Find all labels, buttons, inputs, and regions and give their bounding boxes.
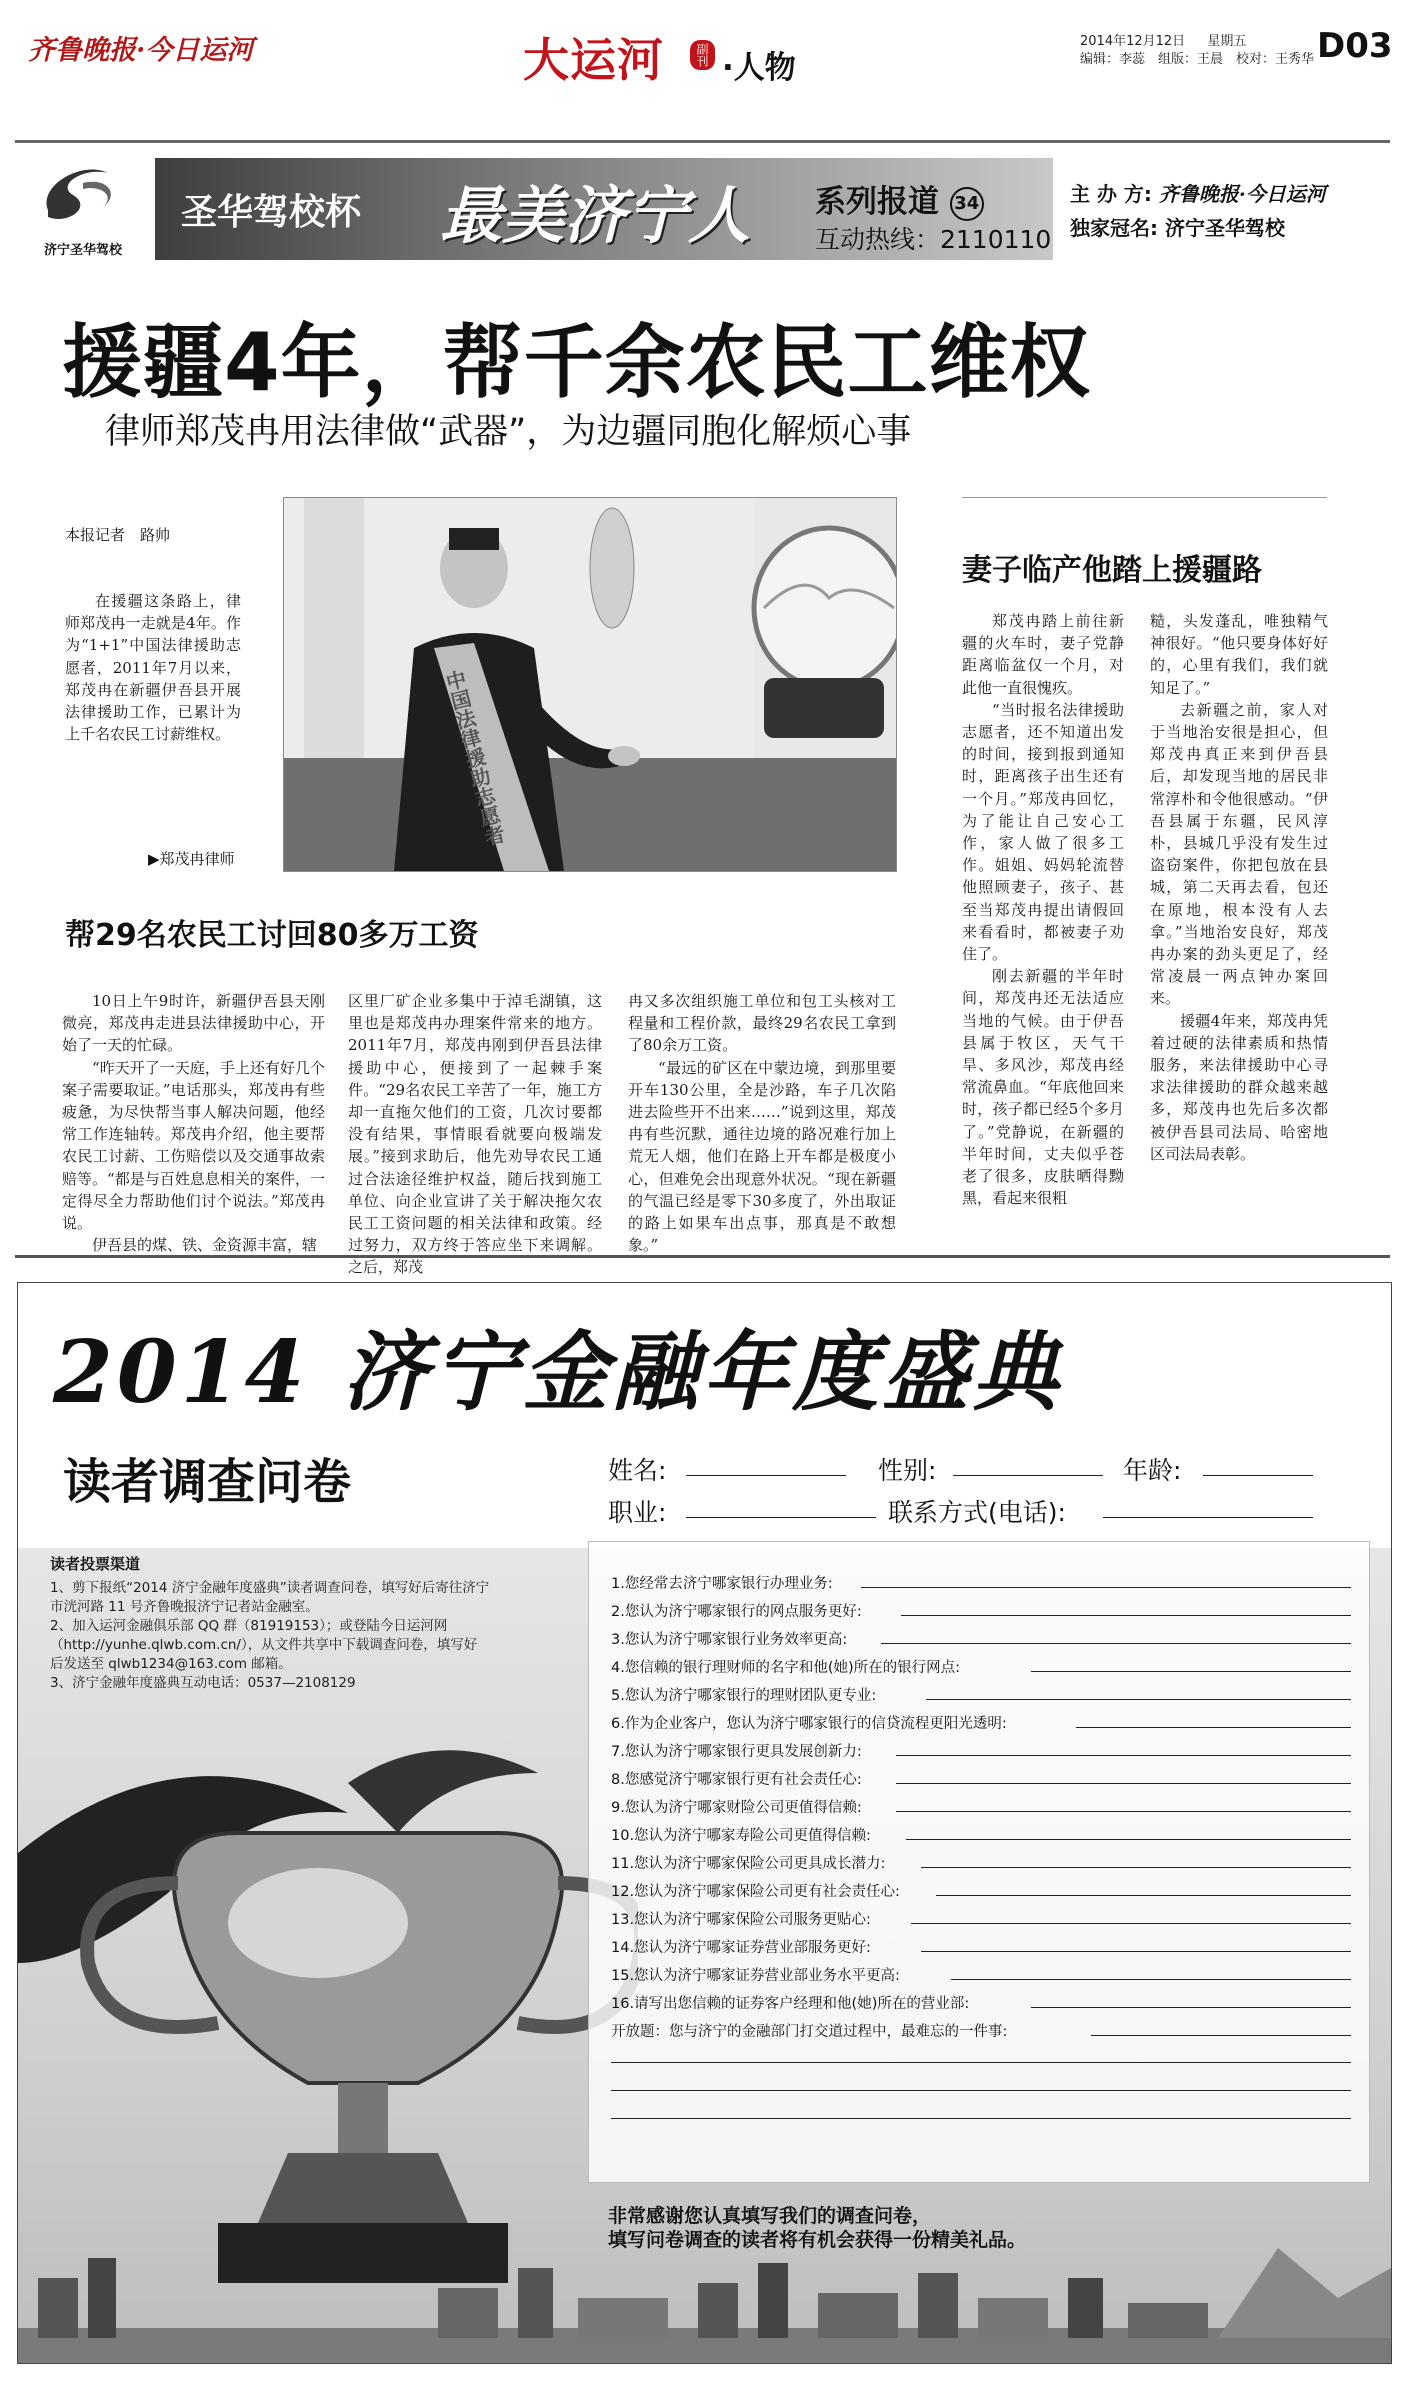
body1-p2: “昨天开了一天庭，手上还有好几个案子需要取证。”电话那头，郑茂冉有些疲惫，为尽快帮当事人解决问题，他经常工作连轴转。郑茂冉介绍，他主要帮农民工讨薪、工伤赔偿以及交通事故索赔等。“都是与百姓息息相关的案件，一定得尽全力帮助他们讨个说法。”郑茂冉说。 bbox=[62, 1058, 325, 1233]
body5-p2: 去新疆之前，家人对于当地治安很是担心，但郑茂冉真正来到伊吾县后，却发现当地的居民非常淳朴和令他很感动。“伊吾县属于东疆，民风淳朴，县城几乎没有发生过盗窃案件，你把包放在县城，第二天再去看，包还在原地，根本没有人去拿。”当地治安良好，郑茂冉办案的劲头更足了，经常凌晨一两点钟办案回来。 bbox=[1150, 700, 1328, 1008]
ad-title: 2014 济宁金融年度盛典 bbox=[53, 1322, 1063, 1423]
ad-subtitle: 读者调查问卷 bbox=[63, 1454, 352, 1510]
editors-line: 编辑：李蕊 组版：王晨 校对：王秀华 bbox=[1080, 52, 1315, 67]
question-10: 10.您认为济宁哪家寿险公司更值得信赖: bbox=[611, 1828, 871, 1844]
banner-box bbox=[155, 158, 1053, 260]
channel-2: 2、加入运河金融俱乐部 QQ 群（81919153）；或登陆今日运河网（http://yunhe.qlwb.com.cn/），从文件共享中下载调查问卷，填写好后发送至 qlwb1234@163.com 邮箱。 bbox=[50, 1618, 478, 1672]
survey-ad bbox=[17, 1282, 1392, 2364]
field-job-input[interactable] bbox=[686, 1517, 876, 1518]
series-number: 34 bbox=[950, 187, 984, 221]
field-age-label: 年龄: bbox=[1123, 1456, 1182, 1485]
prize-text: 填写问卷调查的读者将有机会获得一份精美礼品。 bbox=[608, 2229, 1027, 2251]
question-7: 7.您认为济宁哪家银行更具发展创新力: bbox=[611, 1744, 862, 1760]
field-gender bbox=[878, 1451, 936, 1487]
field-job bbox=[608, 1493, 666, 1529]
issue-weekday: 星期五 bbox=[1207, 34, 1247, 49]
field-gender-input[interactable] bbox=[953, 1475, 1103, 1476]
page-number: D03 bbox=[1317, 26, 1393, 66]
body5-p1: 糙，头发蓬乱，唯独精气神很好。“他只要身体好好的，心里有我们，我们就知足了。” bbox=[1150, 612, 1328, 697]
school-logo-icon bbox=[28, 155, 138, 235]
answer-line-15[interactable] bbox=[951, 1979, 1351, 1980]
series-label bbox=[815, 176, 984, 221]
answer-line-6[interactable] bbox=[1076, 1727, 1351, 1728]
section-divider bbox=[15, 1255, 1390, 1258]
school-logo bbox=[28, 155, 138, 258]
body-column-2 bbox=[348, 990, 602, 1279]
question-open: 开放题：您与济宁的金融部门打交道过程中，最难忘的一件事: bbox=[611, 2024, 1008, 2040]
field-phone-label: 联系方式(电话): bbox=[888, 1498, 1066, 1527]
question-4: 4.您信赖的银行理财师的名字和他(她)所在的银行网点: bbox=[611, 1660, 961, 1676]
issue-date-line bbox=[1080, 30, 1246, 49]
subhead-wife: 妻子临产他踏上援疆路 bbox=[962, 553, 1262, 588]
answer-line-16[interactable] bbox=[1031, 2007, 1351, 2008]
answer-line-14[interactable] bbox=[921, 1951, 1351, 1952]
question-8: 8.您感觉济宁哪家银行更有社会责任心: bbox=[611, 1772, 862, 1788]
body4-p1: 郑茂冉踏上前往新疆的火车时，妻子党静距离临盆仅一个月，对此他一直很愧疚。 bbox=[962, 612, 1124, 697]
answer-line-5[interactable] bbox=[926, 1699, 1351, 1700]
answer-line-open-1[interactable] bbox=[1091, 2035, 1351, 2036]
answer-line-9[interactable] bbox=[896, 1811, 1351, 1812]
right-top-rule bbox=[962, 497, 1327, 498]
organizer-label: 主 办 方: bbox=[1070, 182, 1152, 206]
body4-p3: 刚去新疆的半年时间，郑茂冉还无法适应当地的气候。由于伊吾县属于牧区，天气干旱、多风沙，郑茂冉经常流鼻血。“年底他回来时，孩子都已经5个多月了。”党静说，在新疆的半年时间，丈夫似乎苍老了很多，皮肤晒得黝黑，看起来很粗 bbox=[962, 967, 1124, 1208]
field-phone-input[interactable] bbox=[1103, 1517, 1313, 1518]
question-9: 9.您认为济宁哪家财险公司更值得信赖: bbox=[611, 1800, 862, 1816]
issue-date: 2014年12月12日 bbox=[1080, 34, 1186, 49]
lawyer-photo bbox=[283, 497, 897, 872]
masthead-rule bbox=[15, 140, 1390, 143]
answer-line-1[interactable] bbox=[861, 1587, 1351, 1588]
question-13: 13.您认为济宁哪家保险公司服务更贴心: bbox=[611, 1912, 871, 1928]
question-14: 14.您认为济宁哪家证券营业部服务更好: bbox=[611, 1940, 871, 1956]
channels-text bbox=[50, 1579, 490, 1693]
question-1: 1.您经常去济宁哪家银行办理业务: bbox=[611, 1576, 833, 1592]
section-badge: 副刊 bbox=[690, 40, 715, 70]
body1-p3: 伊吾县的煤、铁、金资源丰富，辖 bbox=[92, 1236, 318, 1255]
body-column-1 bbox=[62, 990, 325, 1256]
body-column-5 bbox=[1150, 610, 1328, 1165]
answer-line-4[interactable] bbox=[1031, 1671, 1351, 1672]
answer-line-open-3[interactable] bbox=[611, 2090, 1351, 2091]
subhead-wages: 帮29名农民工讨回80多万工资 bbox=[65, 918, 479, 953]
body5-p3: 援疆4年来，郑茂冉凭着过硬的法律素质和热情服务，来法律援助中心寻求法律援助的群众越来越多，郑茂冉也先后多次都被伊吾县司法局、哈密地区司法局表彰。 bbox=[1150, 1011, 1328, 1163]
sponsor-name: 济宁圣华驾校 bbox=[1164, 216, 1285, 240]
question-2: 2.您认为济宁哪家银行的网点服务更好: bbox=[611, 1604, 862, 1620]
photo-caption: ▶郑茂冉律师 bbox=[148, 850, 235, 868]
lead-paragraph bbox=[65, 590, 241, 745]
channel-3: 3、济宁金融年度盛典互动电话：0537—2108129 bbox=[50, 1675, 356, 1691]
sponsor-label: 独家冠名: bbox=[1070, 216, 1158, 240]
field-name-label: 姓名: bbox=[608, 1456, 667, 1485]
body3-p1: 冉又多次组织施工单位和包工头核对工程量和工程价款，最终29名农民工拿到了80余万工资。 bbox=[628, 992, 896, 1055]
photo-sash-text: 中国法律援助志愿者 bbox=[440, 667, 508, 849]
body-column-4 bbox=[962, 610, 1124, 1209]
school-name: 济宁圣华驾校 bbox=[43, 243, 122, 258]
byline: 本报记者 路帅 bbox=[65, 526, 171, 544]
thanks-text: 非常感谢您认真填写我们的调查问卷， bbox=[608, 2205, 932, 2227]
field-age bbox=[1123, 1451, 1181, 1487]
headline: 援疆4年，帮千余农民工维权 bbox=[62, 316, 1091, 409]
sponsor-line bbox=[1070, 212, 1285, 241]
channel-1: 1、剪下报纸“2014 济宁金融年度盛典”读者调查问卷，填写好后寄往济宁市洸河路 11 号齐鲁晚报济宁记者站金融室。 bbox=[50, 1580, 490, 1615]
question-5: 5.您认为济宁哪家银行的理财团队更专业: bbox=[611, 1688, 877, 1704]
question-16: 16.请写出您信赖的证券客户经理和他(她)所在的营业部: bbox=[611, 1996, 970, 2012]
questionnaire bbox=[588, 1541, 1370, 2183]
question-12: 12.您认为济宁哪家保险公司更有社会责任心: bbox=[611, 1884, 900, 1900]
body4-p2: “当时报名法律援助志愿者，还不知道出发的时间，接到报到通知时，距离孩子出生还有一个月。”郑茂冉回忆，为了能让自己安心工作，家人做了很多工作。姐姐、妈妈轮流替他照顾妻子，孩子、甚至当郑茂冉提出请假回来看看时，都被妻子劝住了。 bbox=[962, 700, 1124, 964]
organizer-name: 齐鲁晚报·今日运河 bbox=[1158, 182, 1326, 206]
field-name bbox=[608, 1451, 666, 1487]
answer-line-2[interactable] bbox=[901, 1615, 1351, 1616]
subheadline: 律师郑茂冉用法律做“武器”，为边疆同胞化解烦心事 bbox=[105, 412, 912, 452]
body-column-3 bbox=[628, 990, 896, 1256]
question-3: 3.您认为济宁哪家银行业务效率更高: bbox=[611, 1632, 848, 1648]
question-list bbox=[611, 1572, 1351, 2132]
answer-line-8[interactable] bbox=[896, 1783, 1351, 1784]
answer-line-7[interactable] bbox=[896, 1755, 1351, 1756]
series-text: 系列报道 bbox=[815, 184, 939, 220]
answer-line-12[interactable] bbox=[936, 1895, 1351, 1896]
body3-p2: “最远的矿区在中蒙边境，到那里要开车130公里，全是沙路，车子几次陷进去险些开不出来……”说到这里，郑茂冉有些沉默，通往边境的路况难行加上荒无人烟，他们在路上开车都是极度小心，但难免会出现意外状况。“现在新疆的气温已经是零下30多度了，外出取证的路上如果车出点事，那真是不敢想象。” bbox=[628, 1058, 896, 1255]
body1-p1: 10日上午9时许，新疆伊吾县天刚微亮，郑茂冉走进县法律援助中心，开始了一天的忙碌。 bbox=[62, 992, 325, 1055]
photo-illustration bbox=[284, 498, 896, 871]
field-gender-label: 性别: bbox=[878, 1456, 937, 1485]
question-15: 15.您认为济宁哪家证券营业部业务水平更高: bbox=[611, 1968, 900, 1984]
answer-line-11[interactable] bbox=[921, 1867, 1351, 1868]
banner-title: 最美济宁人 bbox=[440, 179, 751, 252]
field-phone bbox=[888, 1493, 1066, 1529]
question-11: 11.您认为济宁哪家保险公司更具成长潜力: bbox=[611, 1856, 886, 1872]
question-6: 6.作为企业客户，您认为济宁哪家银行的信贷流程更阳光透明: bbox=[611, 1716, 1007, 1732]
lead-text: 在援疆这条路上，律师郑茂冉一走就是4年。作为“1+1”中国法律援助志愿者，2011年7月以来，郑茂冉在新疆伊吾县开展法律援助工作，已累计为上千名农民工讨薪维权。 bbox=[65, 592, 241, 744]
field-job-label: 职业: bbox=[608, 1498, 667, 1527]
field-age-input[interactable] bbox=[1203, 1475, 1313, 1476]
cup-label: 圣华驾校杯 bbox=[181, 192, 362, 233]
body2-p1: 区里厂矿企业多集中于淖毛湖镇，这里也是郑茂冉办理案件常来的地方。2011年7月，郑茂冉刚到伊吾县法律援助中心，便接到了一起棘手案件。“29名农民工辛苦了一年，施工方却一直拖欠他们的工资，几次讨要都没有结果，事情眼看就要向极端发展。”接到求助后，他先劝导农民工通过合法途径维护权益，随后找到施工单位、向企业宣讲了关于解决拖欠农民工工资问题的相关法律和政策。经过努力，双方终于答应坐下来调解。之后，郑茂 bbox=[348, 992, 602, 1277]
hotline: 互动热线：2110110 bbox=[815, 225, 1052, 254]
section-logo: 大运河 bbox=[523, 33, 664, 87]
channels-title: 读者投票渠道 bbox=[50, 1555, 141, 1573]
answer-line-open-4[interactable] bbox=[611, 2118, 1351, 2119]
paper-name: 齐鲁晚报·今日运河 bbox=[28, 35, 254, 66]
section-name: ·人物 bbox=[722, 50, 796, 86]
answer-line-open-2[interactable] bbox=[611, 2062, 1351, 2063]
answer-line-3[interactable] bbox=[881, 1643, 1351, 1644]
answer-line-13[interactable] bbox=[911, 1923, 1351, 1924]
organizer-line bbox=[1070, 178, 1326, 207]
answer-line-10[interactable] bbox=[906, 1839, 1351, 1840]
field-name-input[interactable] bbox=[686, 1475, 846, 1476]
